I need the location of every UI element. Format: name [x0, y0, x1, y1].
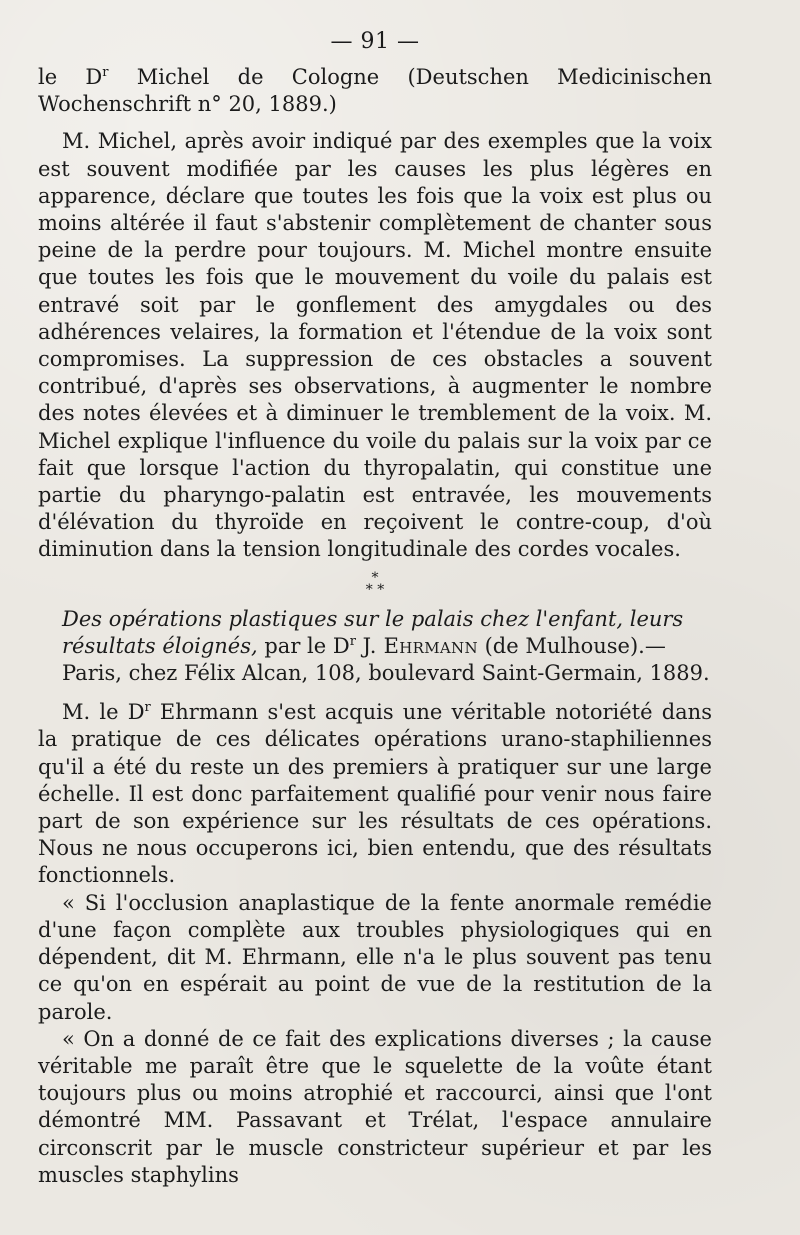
- citation-location: (de Mulhouse).— Paris, chez Félix Alcan, 108, boulevard Saint-Germain, 1889.: [62, 633, 710, 686]
- citation-title: Des opérations plastiques sur le palais chez l'enfant, leurs résultats éloignés,: [62, 606, 684, 658]
- paragraph-2-prefix: M. le D: [62, 700, 145, 725]
- citation-by-prefix: par le D: [257, 633, 350, 658]
- paragraph-1: M. Michel, après avoir indiqué par des exemples que la voix est souvent modifiée par les causes les plus légères en apparence, déclare que toutes les fois que la voix est plus ou moins altérée il faut s'abstenir complètement de chanter sous peine de la perdre pour toujours. M. Michel montre ensuite que toutes les fois que le mouvement du voile du palais est entravé soit par le gonflement des amygdales ou des adhérences velaires, la formation et l'étendue de la voix sont compromises. La suppression de ces obstacles a souvent contribué, d'après ses observations, à augmenter le nombre des notes élevées et à diminuer le tremblement de la voix. M. Michel explique l'influence du voile du palais sur la voix par ce fait que lorsque l'action du thyropalatin, qui constitue une partie du pharyngo-palatin est entravée, les mouvements d'élévation du thyroïde en reçoivent le contre-coup, d'où diminution dans la tension longitudinale des cordes vocales.: [38, 129, 712, 562]
- paragraph-2-superscript: r: [144, 700, 151, 716]
- intro-superscript: r: [102, 65, 109, 80]
- paragraph-3: « Si l'occlusion anaplastique de la fente anormale remédie d'une façon complète aux troubles physiologiques qui en dépendent, dit M. Ehrmann, elle n'a le plus souvent pas tenu ce qu'on en espérait au point de vue de la restitution de la parole.: [38, 890, 712, 1024]
- citation-author: J. Ehrmann: [362, 633, 478, 658]
- paragraph-4: « On a donné de ce fait des explications diverses ; la cause véritable me paraît être que le squelette de la voûte étant toujours plus ou moins atrophié et raccourci, ainsi que l'ont démontré MM. Passavant et Trélat, l'espace annulaire circonscrit par le muscle constricteur supérieur et par les muscles staphylins: [38, 1026, 712, 1187]
- paragraph-2-rest: Ehrmann s'est acquis une véritable notoriété dans la pratique de ces délicates opérations urano-staphiliennes qu'il a été du reste un des premiers à pratiquer sur une large échelle. Il est donc parfaitement qualifié pour venir nous faire part de son expérience sur les résultats de ces opérations. Nous ne nous occuperons ici, bien entendu, que des résultats fonctionnels.: [38, 700, 712, 888]
- intro-rest: Michel de Cologne (Deutschen Medicinischen Wochenschrift n° 20, 1889.): [38, 65, 713, 117]
- separator-star-bottom: * *: [365, 581, 385, 598]
- page-number: — 91 —: [330, 29, 420, 54]
- intro-paragraph: [38, 64, 712, 118]
- intro-text: le D: [38, 65, 103, 89]
- paragraph-2: [38, 699, 712, 889]
- citation-superscript: r: [349, 633, 356, 649]
- citation-block: [38, 606, 712, 688]
- separator-star-top: *: [371, 569, 379, 586]
- section-separator: [38, 569, 712, 598]
